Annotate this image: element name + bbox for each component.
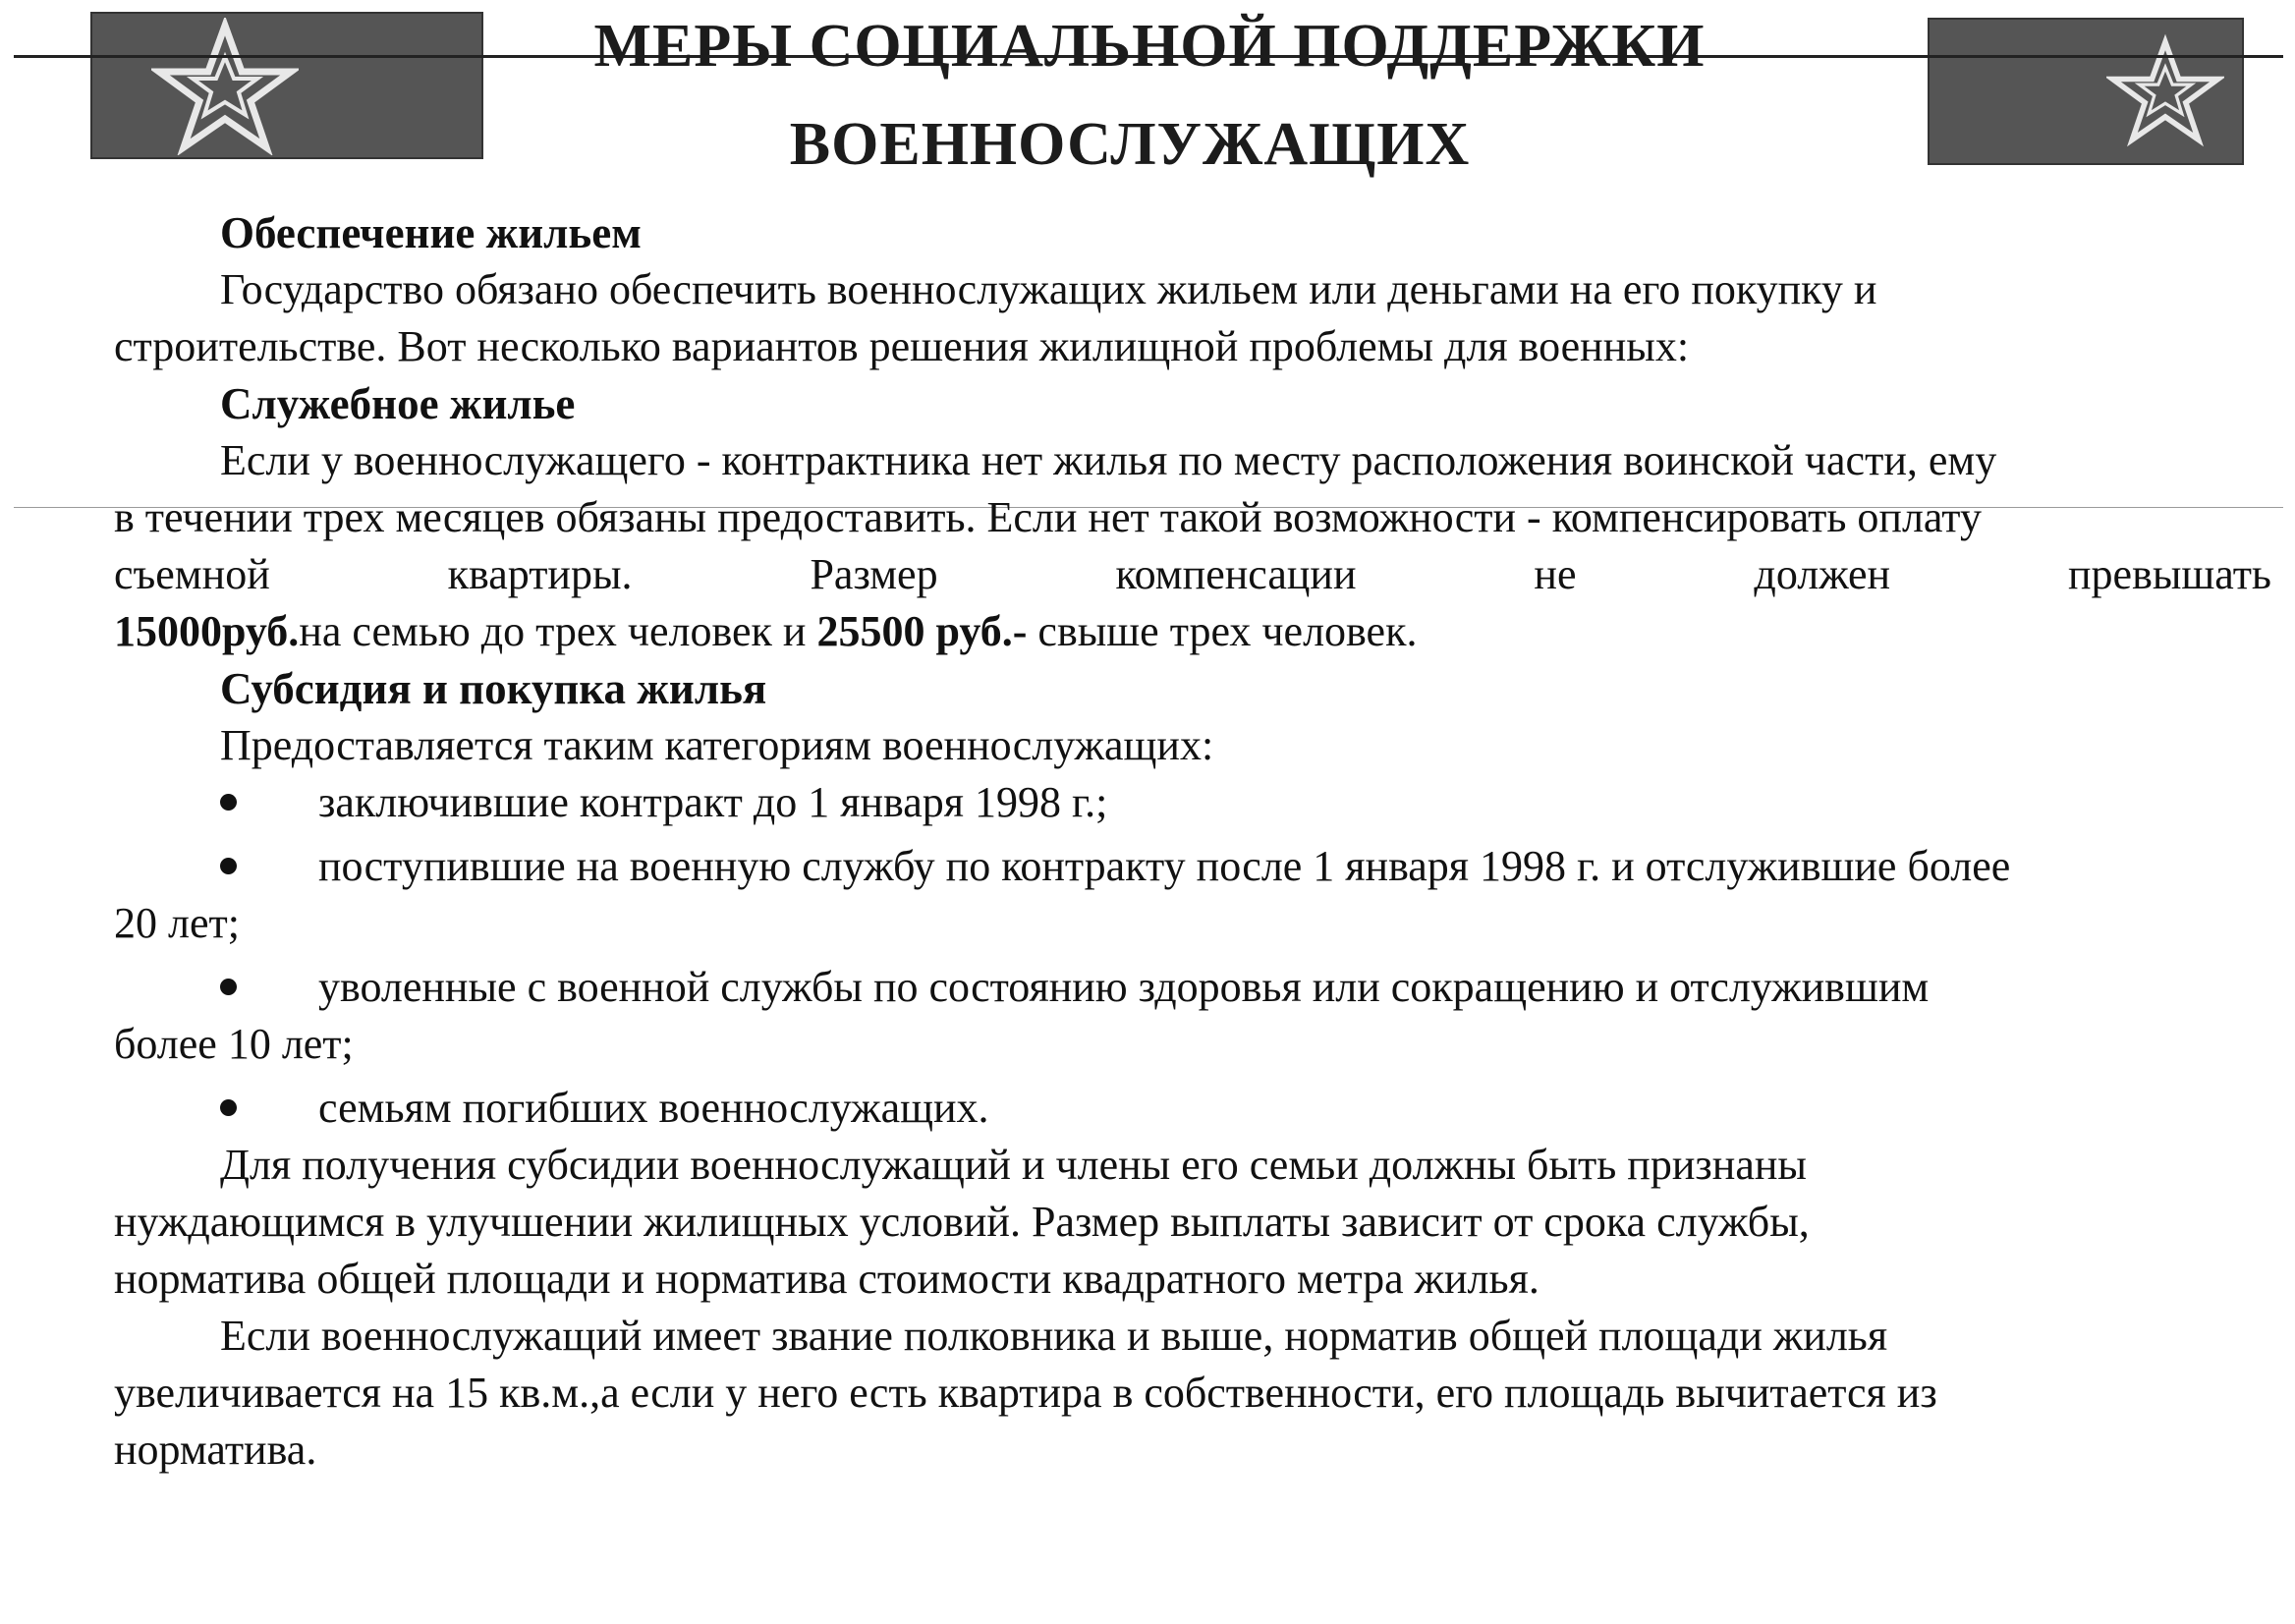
list-item-text: уволенные с военной службы по состоянию здоровья или сокращению и отслужившим	[318, 963, 1930, 1011]
paragraph-line: Если у военнослужащего - контрактника нет жилья по месту расположения воинской части, ему	[220, 436, 1997, 484]
list-item	[114, 838, 2275, 895]
bullet-icon	[220, 858, 237, 874]
paragraph-text: свыше трех человек.	[1027, 607, 1418, 655]
compensation-amount-small: 15000руб.	[114, 607, 300, 655]
document-body	[114, 204, 2275, 1479]
paragraph-text: на семью до трех человек и	[299, 607, 817, 655]
list-item-continuation: более 10 лет;	[114, 1020, 354, 1068]
section-heading-subsidy: Субсидия и покупка жилья	[220, 664, 767, 713]
paragraph-line: строительстве. Вот несколько вариантов решения жилищной проблемы для военных:	[114, 322, 1690, 370]
paragraph-line: Если военнослужащий имеет звание полковника и выше, норматив общей площади жилья	[220, 1312, 1888, 1360]
list-item-continuation: 20 лет;	[114, 899, 240, 947]
list-item-text: семьям погибших военнослужащих.	[318, 1084, 989, 1132]
paragraph-line: норматива.	[114, 1426, 317, 1474]
paragraph-line: норматива общей площади и норматива стоимости квадратного метра жилья.	[114, 1255, 1539, 1303]
paragraph-line: Предоставляется таким категориям военнослужащих:	[220, 721, 1214, 769]
paragraph-line: увеличивается на 15 кв.м.,а если у него есть квартира в собственности, его площадь вычитается из	[114, 1369, 1937, 1417]
list-item-text: заключившие контракт до 1 января 1998 г.;	[318, 778, 1108, 826]
bullet-icon	[220, 794, 237, 811]
paragraph-line: нуждающимся в улучшении жилищных условий. Размер выплаты зависит от срока службы,	[114, 1198, 1810, 1246]
bullet-icon	[220, 1099, 237, 1116]
paragraph-line: съемной квартиры. Размер компенсации не должен превышать	[114, 550, 2271, 598]
list-item	[114, 959, 2275, 1016]
paragraph-line: в течении трех месяцев обязаны предоставить. Если нет такой возможности - компенсировать оплату	[114, 493, 1982, 541]
list-item-text: поступившие на военную службу по контракту после 1 января 1998 г. и отслужившие более	[318, 842, 2011, 890]
compensation-amount-large: 25500 руб.-	[816, 607, 1028, 655]
paragraph-line: Для получения субсидии военнослужащий и члены его семьи должны быть признаны	[220, 1141, 1807, 1189]
section-heading-housing: Обеспечение жильем	[220, 208, 642, 257]
paragraph-line	[114, 603, 2275, 660]
section-heading-service-housing: Служебное жилье	[220, 379, 576, 428]
paragraph-line: Государство обязано обеспечить военнослужащих жильем или деньгами на его покупку и	[220, 265, 1877, 313]
page-title-line1: МЕРЫ СОЦИАЛЬНОЙ ПОДДЕРЖКИ	[593, 13, 1706, 80]
page-title-line2: ВОЕННОСЛУЖАЩИХ	[789, 111, 1471, 178]
list-item	[114, 774, 2275, 831]
list-item	[114, 1080, 2275, 1137]
bullet-icon	[220, 979, 237, 995]
